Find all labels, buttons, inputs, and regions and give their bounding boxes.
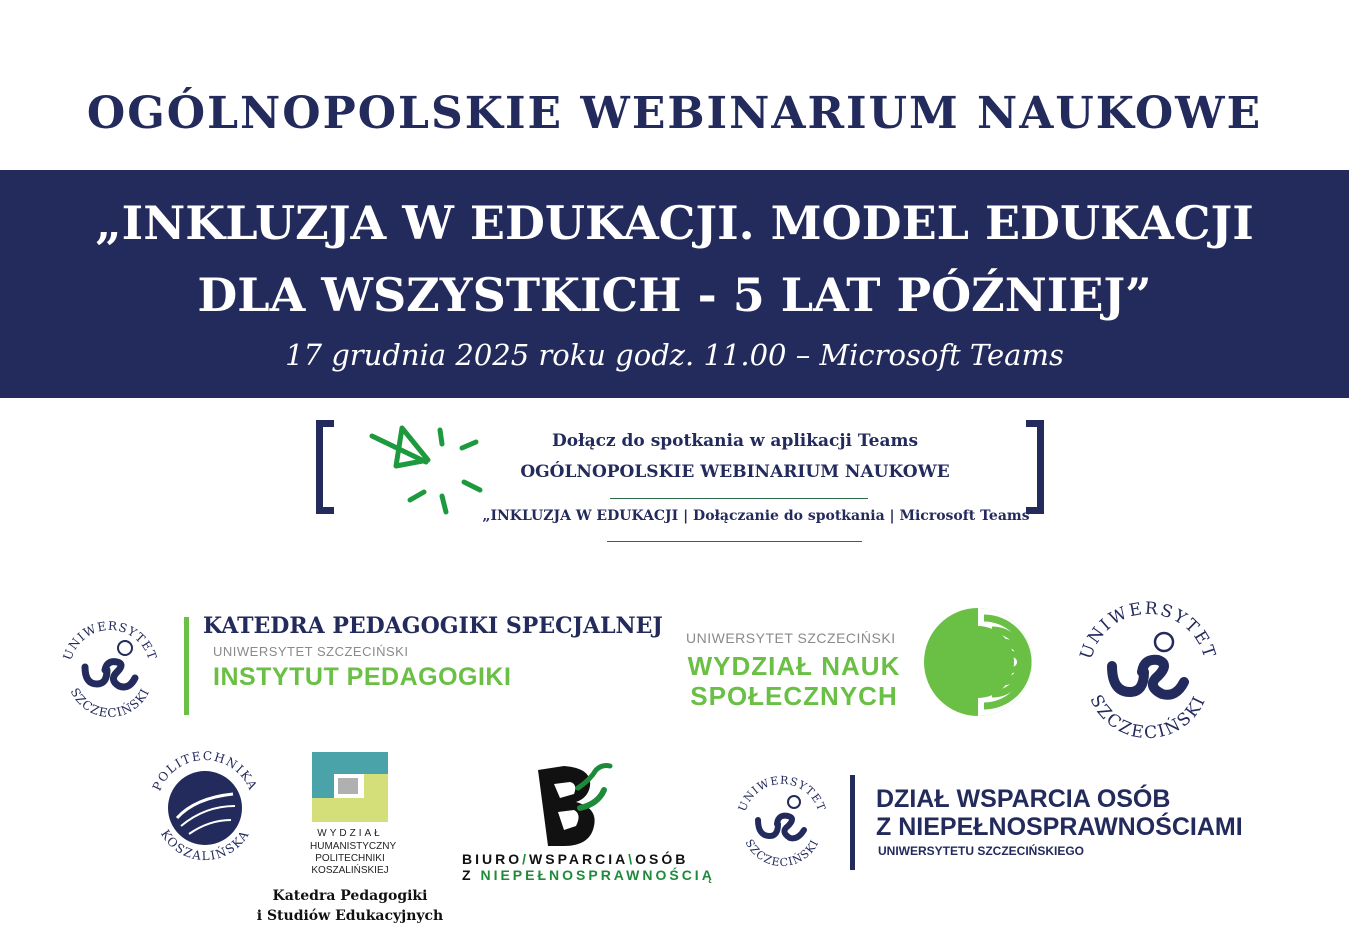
us-seal-large-logo	[1072, 594, 1224, 742]
us-seal-logo	[55, 612, 165, 722]
kps-title: KATEDRA PEDAGOGIKI SPECJALNEJ	[203, 613, 663, 639]
click-arrow-icon[interactable]	[366, 422, 486, 517]
dzial-title-line-1: DZIAŁ WSPARCIA OSÓB	[876, 785, 1171, 813]
divider-bottom	[607, 541, 862, 542]
join-instruction: Dołącz do spotkania w aplikacji Teams	[551, 431, 919, 451]
biuro-line-1: BIURO/WSPARCIA\OSÓB	[462, 851, 689, 867]
wh-label-4: KOSZALIŃSKIEJ	[311, 865, 389, 876]
divider-top	[610, 498, 868, 499]
wns-name-line-1: WYDZIAŁ NAUK	[687, 651, 901, 681]
katedra-line-1: Katedra Pedagogiki	[272, 888, 428, 904]
biuro-b-logo	[534, 760, 618, 850]
kps-university: UNIWERSYTET SZCZECIŃSKI	[213, 644, 409, 659]
teams-meeting-link[interactable]: „INKLUZJA W EDUKACJI | Dołączanie do spotkania | Microsoft Teams	[482, 508, 1030, 524]
biuro-line-2: Z NIEPEŁNOSPRAWNOŚCIĄ	[462, 867, 715, 883]
svg-text:UNIWERSYTET: UNIWERSYTET	[735, 773, 829, 814]
left-bracket	[316, 420, 334, 514]
event-date: 17 grudnia 2025 roku godz. 11.00 – Microsoft Teams	[285, 338, 1064, 372]
svg-text:SZCZECIŃSKI: SZCZECIŃSKI	[1085, 691, 1211, 742]
right-bracket	[1026, 420, 1044, 514]
green-divider	[184, 617, 189, 715]
katedra-line-2: i Studiów Edukacyjnych	[256, 908, 444, 924]
wh-label-2: HUMANISTYCZNY	[310, 841, 397, 852]
navy-divider	[850, 775, 855, 870]
wh-label-3: POLITECHNIKI	[315, 853, 385, 864]
wns-emblem-logo	[922, 606, 1038, 718]
svg-text:SZCZECIŃSKI: SZCZECIŃSKI	[742, 837, 822, 870]
wns-university: UNIWERSYTET SZCZECIŃSKI	[686, 630, 896, 646]
us-seal-small-logo	[732, 770, 832, 870]
event-title-line-1: „INKLUZJA W EDUKACJI. MODEL EDUKACJI	[95, 196, 1254, 250]
kps-institute: INSTYTUT PEDAGOGIKI	[213, 663, 512, 691]
politechnika-koszalinska-logo	[145, 746, 265, 866]
event-title-line-2: DLA WSZYSTKICH - 5 LAT PÓŹNIEJ”	[197, 268, 1152, 322]
dzial-subtitle: UNIWERSYTETU SZCZECIŃSKIEGO	[878, 844, 1085, 858]
wns-name-line-2: SPOŁECZNYCH	[690, 681, 898, 711]
join-webinar-name: OGÓLNOPOLSKIE WEBINARIUM NAUKOWE	[520, 462, 950, 482]
webinar-heading: OGÓLNOPOLSKIE WEBINARIUM NAUKOWE	[86, 88, 1263, 139]
dzial-title-line-2: Z NIEPEŁNOSPRAWNOŚCIAMI	[876, 813, 1243, 841]
svg-text:SZCZECIŃSKI: SZCZECIŃSKI	[67, 685, 153, 721]
wh-label-1: WYDZIAŁ	[317, 828, 383, 839]
svg-text:KOSZALIŃSKA: KOSZALIŃSKA	[157, 827, 253, 864]
title-banner	[0, 170, 1349, 398]
svg-text:POLITECHNIKA: POLITECHNIKA	[149, 748, 261, 793]
svg-text:UNIWERSYTET: UNIWERSYTET	[60, 618, 160, 663]
wydzial-humanistyczny-logo	[312, 752, 388, 822]
svg-text:UNIWERSYTET: UNIWERSYTET	[1076, 598, 1220, 662]
